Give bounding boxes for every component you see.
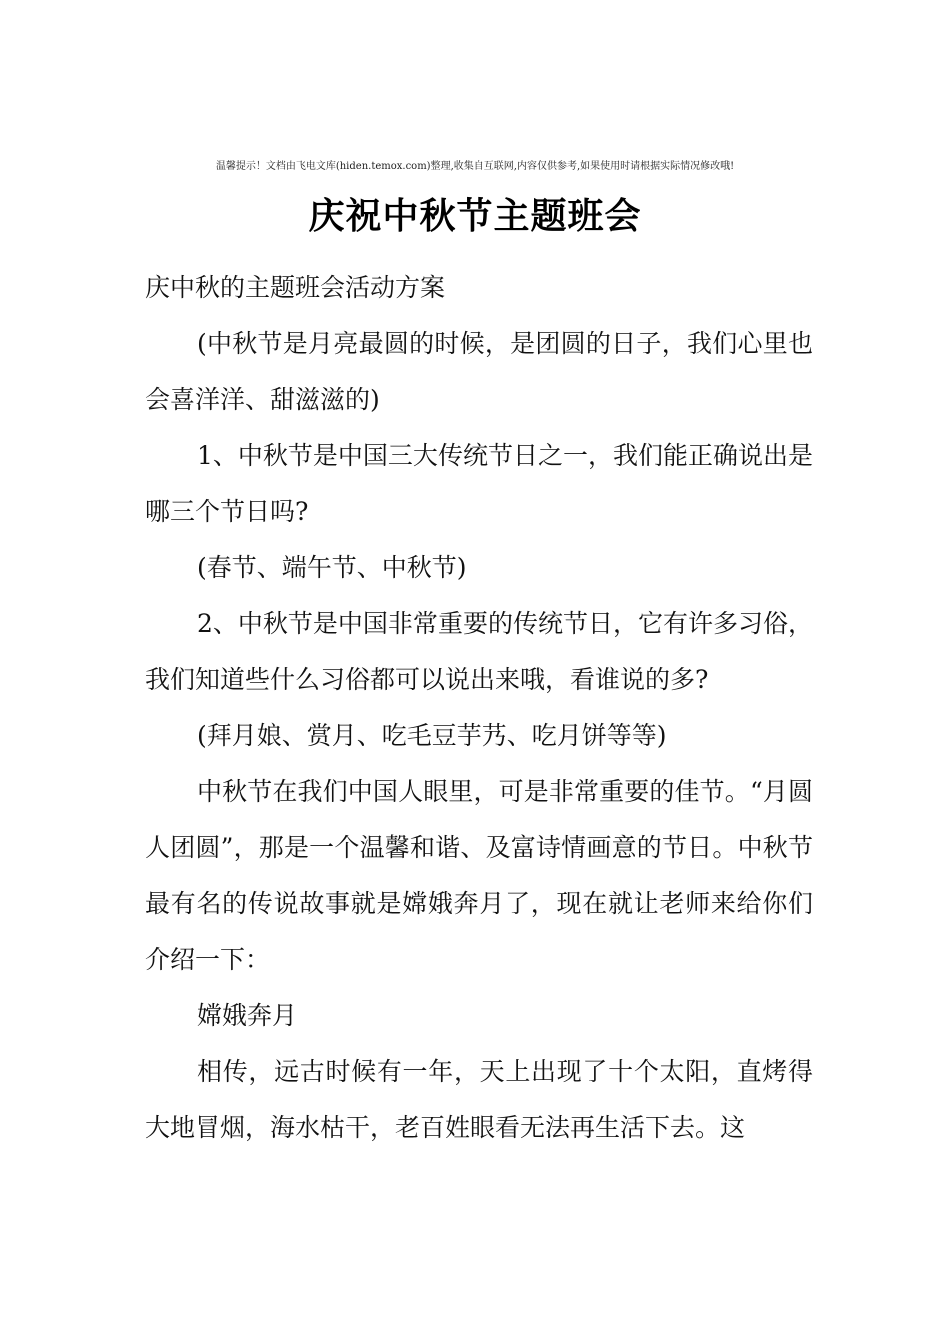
story-title: 嫦娥奔月 (197, 1001, 298, 1030)
paragraph-intro: (中秋节是月亮最圆的时候，是团圆的日子，我们心里也会喜洋洋、甜滋滋的) (145, 329, 813, 414)
paragraph-answer-2: (拜月娘、赏月、吃毛豆芋艿、吃月饼等等) (197, 721, 667, 750)
document-body (145, 260, 813, 1156)
paragraph-story: 相传，远古时候有一年，天上出现了十个太阳，直烤得大地冒烟，海水枯干，老百姓眼看无法再生活下去。这 (145, 1057, 813, 1142)
paragraph-question-2: 2、中秋节是中国非常重要的传统节日，它有许多习俗，我们知道些什么习俗都可以说出来哦，看谁说的多? (145, 609, 813, 694)
header-notice: 温馨提示！文档由飞电文库(hiden.temox.com)整理,收集自互联网,内容仅供参考,如果使用时请根据实际情况修改哦! (215, 161, 735, 172)
page-title: 庆祝中秋节主题班会 (308, 195, 642, 237)
paragraph-answer-1: (春节、端午节、中秋节) (197, 553, 467, 582)
paragraph-festival: 中秋节在我们中国人眼里，可是非常重要的佳节。“月圆人团圆”，那是一个温馨和谐、及富诗情画意的节日。中秋节最有名的传说故事就是嫦娥奔月了，现在就让老师来给你们介绍一下： (145, 777, 813, 974)
paragraph-question-1: 1、中秋节是中国三大传统节日之一，我们能正确说出是哪三个节日吗? (145, 441, 813, 526)
section-heading: 庆中秋的主题班会活动方案 (145, 273, 446, 302)
